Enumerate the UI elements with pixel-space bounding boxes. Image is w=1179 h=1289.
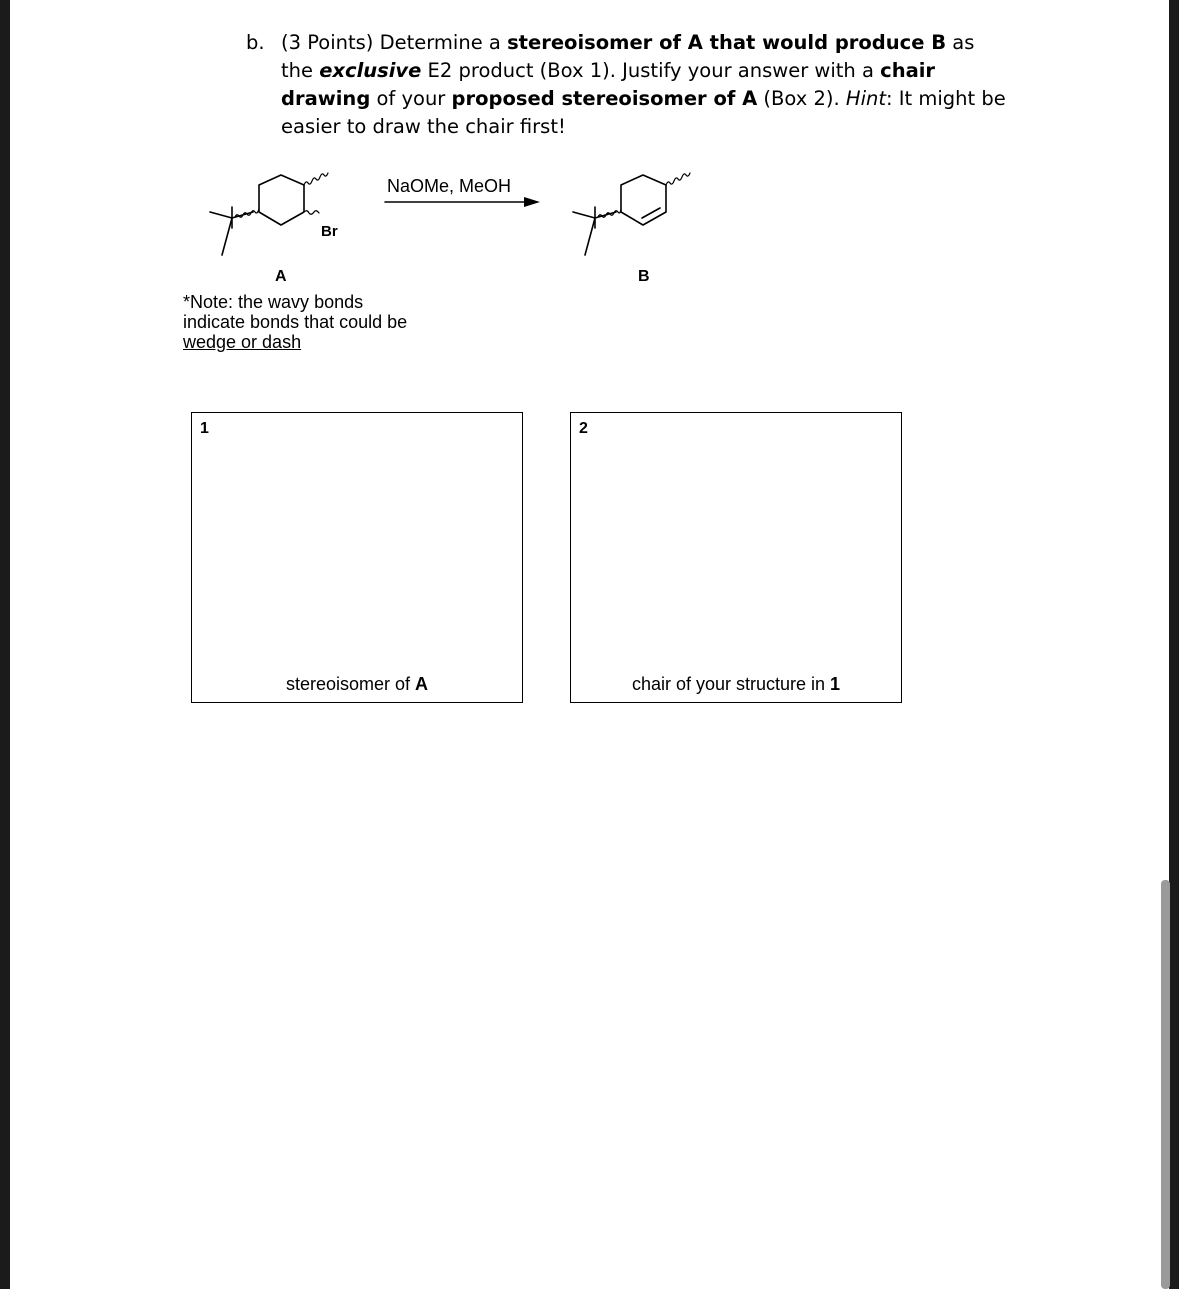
box-1-caption: stereoisomer of A <box>285 674 429 694</box>
wavy-bond-note: *Note: the wavy bonds indicate bonds that could be wedge or dash <box>183 292 408 352</box>
answer-box-1[interactable] <box>191 412 523 703</box>
box-2-number: 2 <box>579 420 588 437</box>
scrollbar-thumb[interactable] <box>1161 880 1170 1289</box>
br-label: Br <box>321 223 338 240</box>
compound-a-wavy-bond-br <box>304 211 319 215</box>
box-2-caption: chair of your structure in 1 <box>631 674 841 694</box>
box-1-number: 1 <box>200 420 209 437</box>
question-body: (3 Points) Determine a stereoisomer of A that would produce B as the exclusive E2 product (Box 1). Justify your answer with a chair drawing of your proposed stereoisomer of A (Box 2). Hint: It might be easier to draw the chair first! <box>281 31 1006 138</box>
answer-box-2[interactable] <box>570 412 902 703</box>
compound-a-wavy-bond-tbutyl <box>235 209 259 217</box>
reagent-label: NaOMe, MeOH <box>387 176 512 196</box>
compound-a-ring <box>259 175 304 225</box>
compound-b-label: B <box>638 268 650 285</box>
compound-b-wavy-bond-tbutyl <box>598 209 621 217</box>
reaction-scheme <box>0 0 1179 420</box>
question-marker: b. <box>246 31 265 54</box>
compound-a-wavy-bond-methyl <box>304 173 328 185</box>
compound-a-label: A <box>275 268 287 285</box>
compound-b-wavy-bond-methyl <box>666 173 690 185</box>
